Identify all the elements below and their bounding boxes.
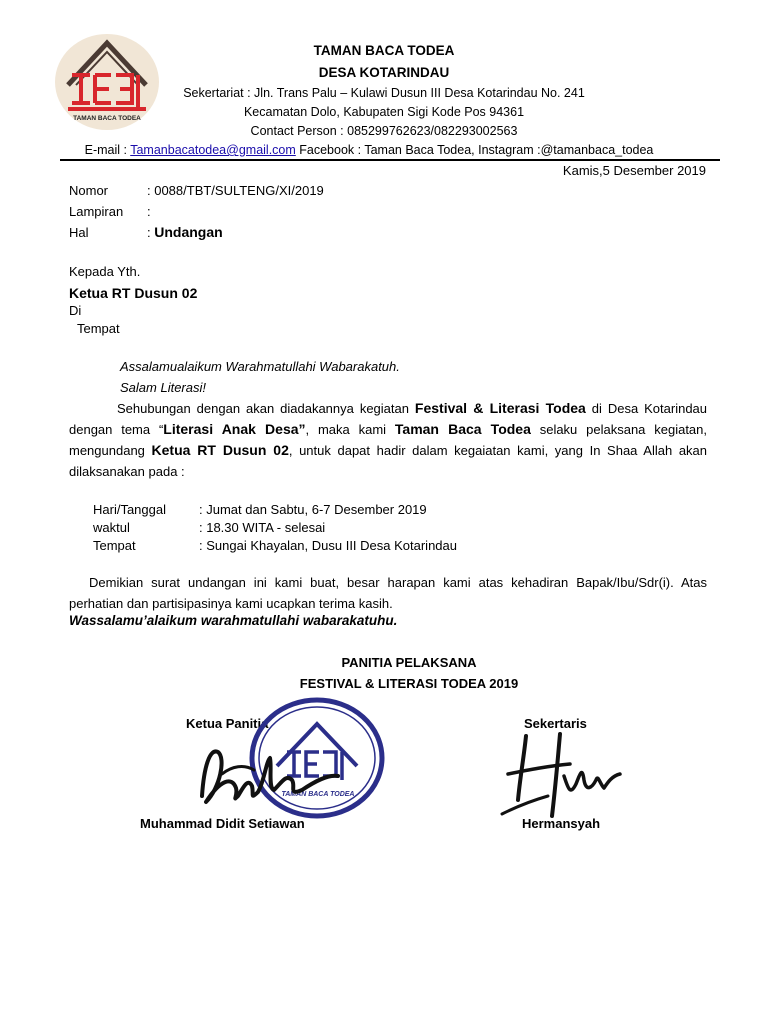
contact-person: Contact Person : 085299762623/082293002563 (250, 124, 518, 138)
social-media: Facebook : Taman Baca Todea, Instagram :@tamanbaca_todea (295, 143, 654, 157)
hal-separator: : (147, 225, 155, 240)
letter-date: Kamis,5 Desember 2019 (562, 163, 706, 178)
nomor-value: : 0088/TBT/SULTENG/XI/2019 (147, 183, 324, 198)
committee-event: FESTIVAL & LITERASI TODEA 2019 (299, 676, 519, 691)
schedule-place-row (93, 538, 457, 553)
svg-text:TAMAN BACA TODEA: TAMAN BACA TODEA (281, 791, 355, 798)
p1-text-d: selaku pelaksana kegiatan, mengundang (69, 422, 707, 458)
recipient-di: Di (69, 303, 82, 318)
secretary-signature (498, 726, 626, 822)
salam-literasi: Salam Literasi! (120, 380, 206, 395)
letterhead-divider (60, 159, 720, 161)
svg-text:TAMAN BACA TODEA: TAMAN BACA TODEA (73, 115, 141, 122)
email-label: E-mail : (84, 143, 131, 157)
event-theme: Literasi Anak Desa” (163, 421, 306, 437)
day-value: : Jumat dan Sabtu, 6-7 Desember 2019 (199, 502, 427, 517)
secretary-role: Sekertaris (524, 716, 587, 731)
lampiran-value: : (147, 204, 151, 219)
time-value: : 18.30 WITA - selesai (199, 520, 326, 535)
recipient-place: Tempat (77, 321, 120, 336)
place-label: Tempat (93, 538, 136, 553)
committee-title: PANITIA PELAKSANA (341, 655, 477, 670)
hal-value: Undangan (154, 224, 223, 240)
body-paragraph-1 (69, 398, 707, 482)
official-stamp-and-signature (192, 696, 392, 826)
secretariat-address: Sekertariat : Jln. Trans Palu – Kulawi Dusun III Desa Kotarindau No. 241 (183, 86, 585, 100)
p1-text-b: di Desa Kotarindau dengan tema “ (69, 401, 708, 437)
p1-text-a: Sehubungan dengan akan diadakannya kegiatan (117, 401, 415, 416)
place-value: : Sungai Khayalan, Dusu III Desa Kotarindau (199, 538, 457, 553)
org-subtitle: DESA KOTARINDAU (318, 65, 450, 80)
email-link[interactable]: Tamanbacatodea@gmail.com (130, 143, 296, 157)
event-name: Festival & Literasi Todea (414, 400, 586, 416)
day-label: Hari/Tanggal (93, 502, 166, 517)
lampiran-label: Lampiran (69, 204, 124, 219)
schedule-time-row (93, 520, 325, 535)
chair-role: Ketua Panitia (186, 716, 269, 731)
closing-salam: Wassalamu’alaikum warahmatullahi wabarakatuhu. (69, 613, 398, 628)
lampiran-row (69, 204, 151, 219)
time-label: waktul (93, 520, 130, 535)
recipient-greeting: Kepada Yth. (69, 264, 141, 279)
organizer-name: Taman Baca Todea (394, 421, 531, 437)
invitee-name: Ketua RT Dusun 02 (151, 442, 289, 458)
body-paragraph-2: Demikian surat undangan ini kami buat, besar harapan kami atas kehadiran Bapak/Ibu/Sdr(i). Atas perhatian dan partisipasinya kami ucapkan terima kasih. (69, 575, 707, 611)
hal-label: Hal (69, 225, 89, 240)
nomor-row (69, 183, 324, 198)
p1-text-e: , untuk dapat hadir dalam kegaiatan kami, yang In Shaa Allah akan dilaksanakan pada : (69, 443, 708, 479)
district-address: Kecamatan Dolo, Kabupaten Sigi Kode Pos 94361 (243, 105, 525, 119)
opening-salam: Assalamualaikum Warahmatullahi Wabarakatuh. (120, 359, 400, 374)
email-social-line (0, 143, 753, 157)
p1-text-c: , maka kami (305, 422, 395, 437)
secretary-name: Hermansyah (522, 816, 601, 831)
hal-row (69, 224, 223, 240)
schedule-day-row (93, 502, 427, 517)
nomor-label: Nomor (69, 183, 109, 198)
org-title: TAMAN BACA TODEA (313, 43, 455, 58)
chair-name: Muhammad Didit Setiawan (140, 816, 305, 831)
recipient-name: Ketua RT Dusun 02 (69, 285, 198, 301)
